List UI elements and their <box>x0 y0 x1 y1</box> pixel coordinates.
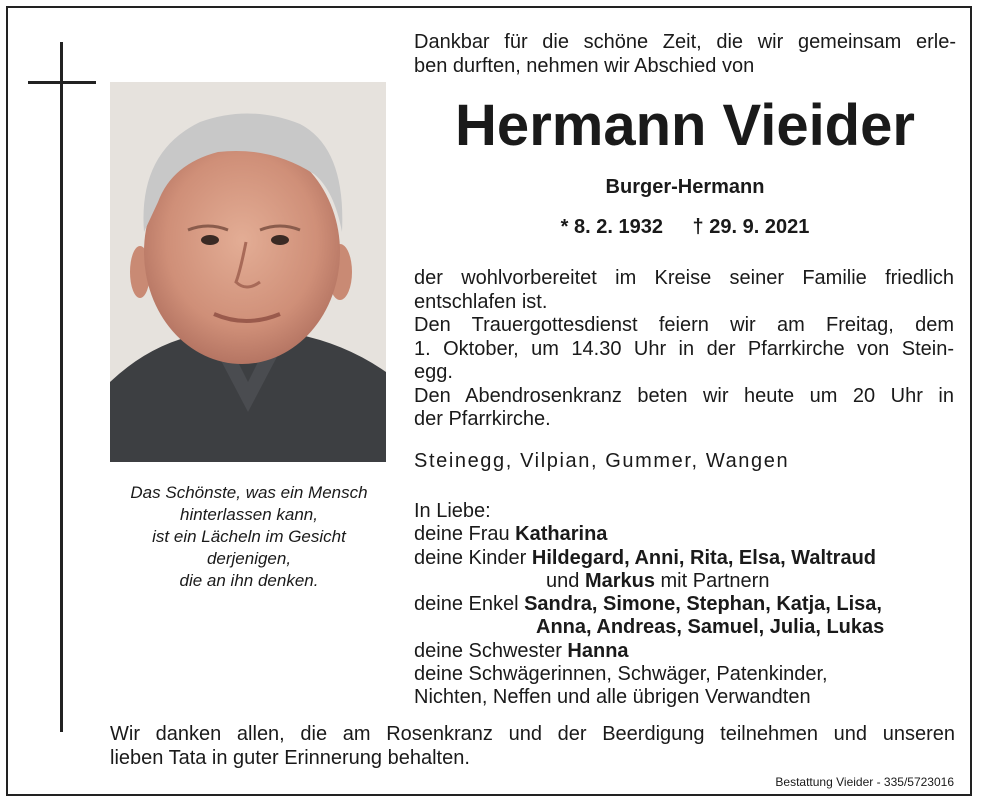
mourner-grandchildren <box>414 593 962 616</box>
mourner-names: Hanna <box>567 639 629 662</box>
mourner-children-cont <box>414 570 962 593</box>
intro-line: ben durften, nehmen wir Abschied von <box>414 55 755 77</box>
body-line: egg. <box>414 361 453 383</box>
deceased-nickname: Burger-Hermann <box>605 176 765 198</box>
deceased-name: Hermann Vieider <box>455 93 915 158</box>
mourners-list <box>414 500 962 710</box>
birth-date: * 8. 2. 1932 <box>560 216 663 238</box>
mourner-grandchildren-cont <box>414 616 962 639</box>
thanks-line: lieben Tata in guter Erinnerung behalten. <box>110 747 470 769</box>
mourner-inlaws: deine Schwägerinnen, Schwäger, Patenkinder, <box>414 663 828 686</box>
mourner-names: Katharina <box>515 523 608 546</box>
cross-icon-bar <box>28 81 96 84</box>
death-date: † 29. 9. 2021 <box>692 216 810 238</box>
quote-line: Das Schönste, was ein Mensch <box>130 483 368 502</box>
thanks-text <box>110 722 955 770</box>
quote-line: derjenigen, <box>206 549 292 568</box>
life-dates <box>414 214 956 240</box>
body-line: Den Abendrosenkranz beten wir heute um 20 Uhr in <box>414 384 954 407</box>
body-line: entschlafen ist. <box>414 290 548 313</box>
mourner-names: Hildegard, Anni, Rita, Elsa, Waltraud <box>531 546 876 569</box>
announcement-text <box>414 267 954 432</box>
mourner-names: Sandra, Simone, Stephan, Katja, Lisa, <box>524 593 882 616</box>
mourner-names: Markus <box>584 569 655 592</box>
body-line: 1. Oktober, um 14.30 Uhr in der Pfarrkirche von Stein- <box>414 337 954 360</box>
portrait-photo <box>110 82 386 462</box>
mourner-label: deine Enkel <box>414 593 525 616</box>
cross-icon <box>60 42 63 732</box>
mourner-label: und <box>546 569 585 592</box>
mourners-heading: In Liebe: <box>414 500 491 522</box>
intro-line: Dankbar für die schöne Zeit, die wir gemeinsam erle- <box>414 31 956 53</box>
mourner-names: Anna, Andreas, Samuel, Julia, Lukas <box>536 616 885 639</box>
mourner-label: mit Partnern <box>654 569 770 592</box>
body-line: der wohlvorbereitet im Kreise seiner Familie friedlich <box>414 267 954 289</box>
mourner-children <box>414 547 962 570</box>
memorial-quote <box>108 482 390 592</box>
intro-text <box>414 30 956 78</box>
mourner-relatives: Nichten, Neffen und alle übrigen Verwandten <box>414 686 811 709</box>
mourner-label: deine Schwester <box>414 639 568 662</box>
body-line: Den Trauergottesdienst feiern wir am Freitag, dem <box>414 314 954 336</box>
quote-line: hinterlassen kann, <box>180 505 318 524</box>
quote-line: ist ein Lächeln im Gesicht <box>152 527 346 546</box>
quote-line: die an ihn denken. <box>179 571 319 590</box>
mourner-sister <box>414 640 962 663</box>
mourner-wife <box>414 523 962 546</box>
body-line: der Pfarrkirche. <box>414 408 551 430</box>
thanks-line: Wir danken allen, die am Rosenkranz und der Beerdigung teilnehmen und unseren <box>110 723 955 745</box>
mourner-label: deine Kinder <box>414 546 532 569</box>
funeral-home-credit: Bestattung Vieider - 335/5723016 <box>775 775 954 789</box>
places-line: Steinegg, Vilpian, Gummer, Wangen <box>414 450 790 472</box>
mourner-label: deine Frau <box>414 523 516 546</box>
